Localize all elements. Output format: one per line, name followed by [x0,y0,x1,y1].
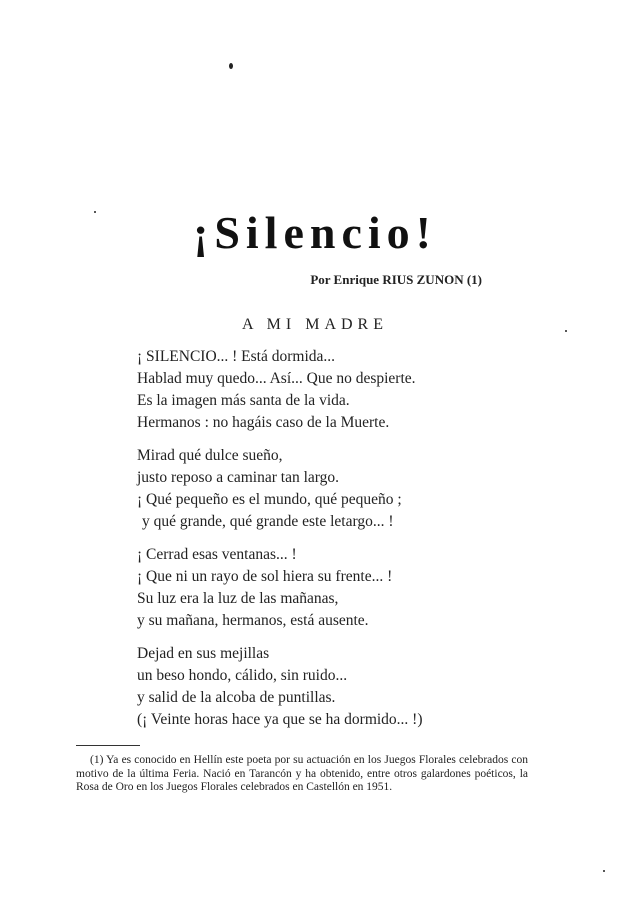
poem-line: ¡ Que ni un rayo de sol hiera su frente... ! [137,568,393,585]
poem-line: ¡ Qué pequeño es el mundo, qué pequeño ; [137,491,402,508]
footnote: (1) Ya es conocido en Hellín este poeta por su actuación en los Juegos Florales celebrados con motivo de la última Feria. Nació en Tarancón y ha obtenido, entre otros galardones poéticos, la Rosa de Oro en los Juegos Florales celebrados en Castellón en 1951. [76,754,528,793]
stanza [137,445,517,533]
stanza [137,643,517,731]
poem-line: ¡ Cerrad esas ventanas... ! [137,546,297,563]
page-title: ¡Silencio! [193,207,437,258]
poem-line: y salid de la alcoba de puntillas. [137,689,336,706]
author-byline: Por Enrique RIUS ZUNON (1) [310,272,482,287]
poem-line: Es la imagen más santa de la vida. [137,392,350,409]
poem-line: y su mañana, hermanos, está ausente. [137,612,369,629]
poem-line: Hermanos : no hagáis caso de la Muerte. [137,414,390,431]
poem-line: (¡ Veinte horas hace ya que se ha dormido... !) [137,711,423,728]
scan-speck [603,870,605,872]
poem-line: Mirad qué dulce sueño, [137,447,283,464]
poem-line: Su luz era la luz de las mañanas, [137,590,339,607]
stanza [137,346,517,434]
poem-line: un beso hondo, cálido, sin ruido... [137,667,348,684]
scan-speck [229,63,233,69]
poem-line: Hablad muy quedo... Así... Que no despierte. [137,370,416,387]
poem-line: y qué grande, qué grande este letargo... ! [142,513,394,530]
poem [137,346,517,742]
poem-line: ¡ SILENCIO... ! Está dormida... [137,348,336,365]
poem-line: justo reposo a caminar tan largo. [137,469,340,486]
stanza [137,544,517,632]
dedication-heading: A MI MADRE [241,316,388,333]
poem-line: Dejad en sus mejillas [137,645,270,662]
footnote-divider [76,745,140,746]
